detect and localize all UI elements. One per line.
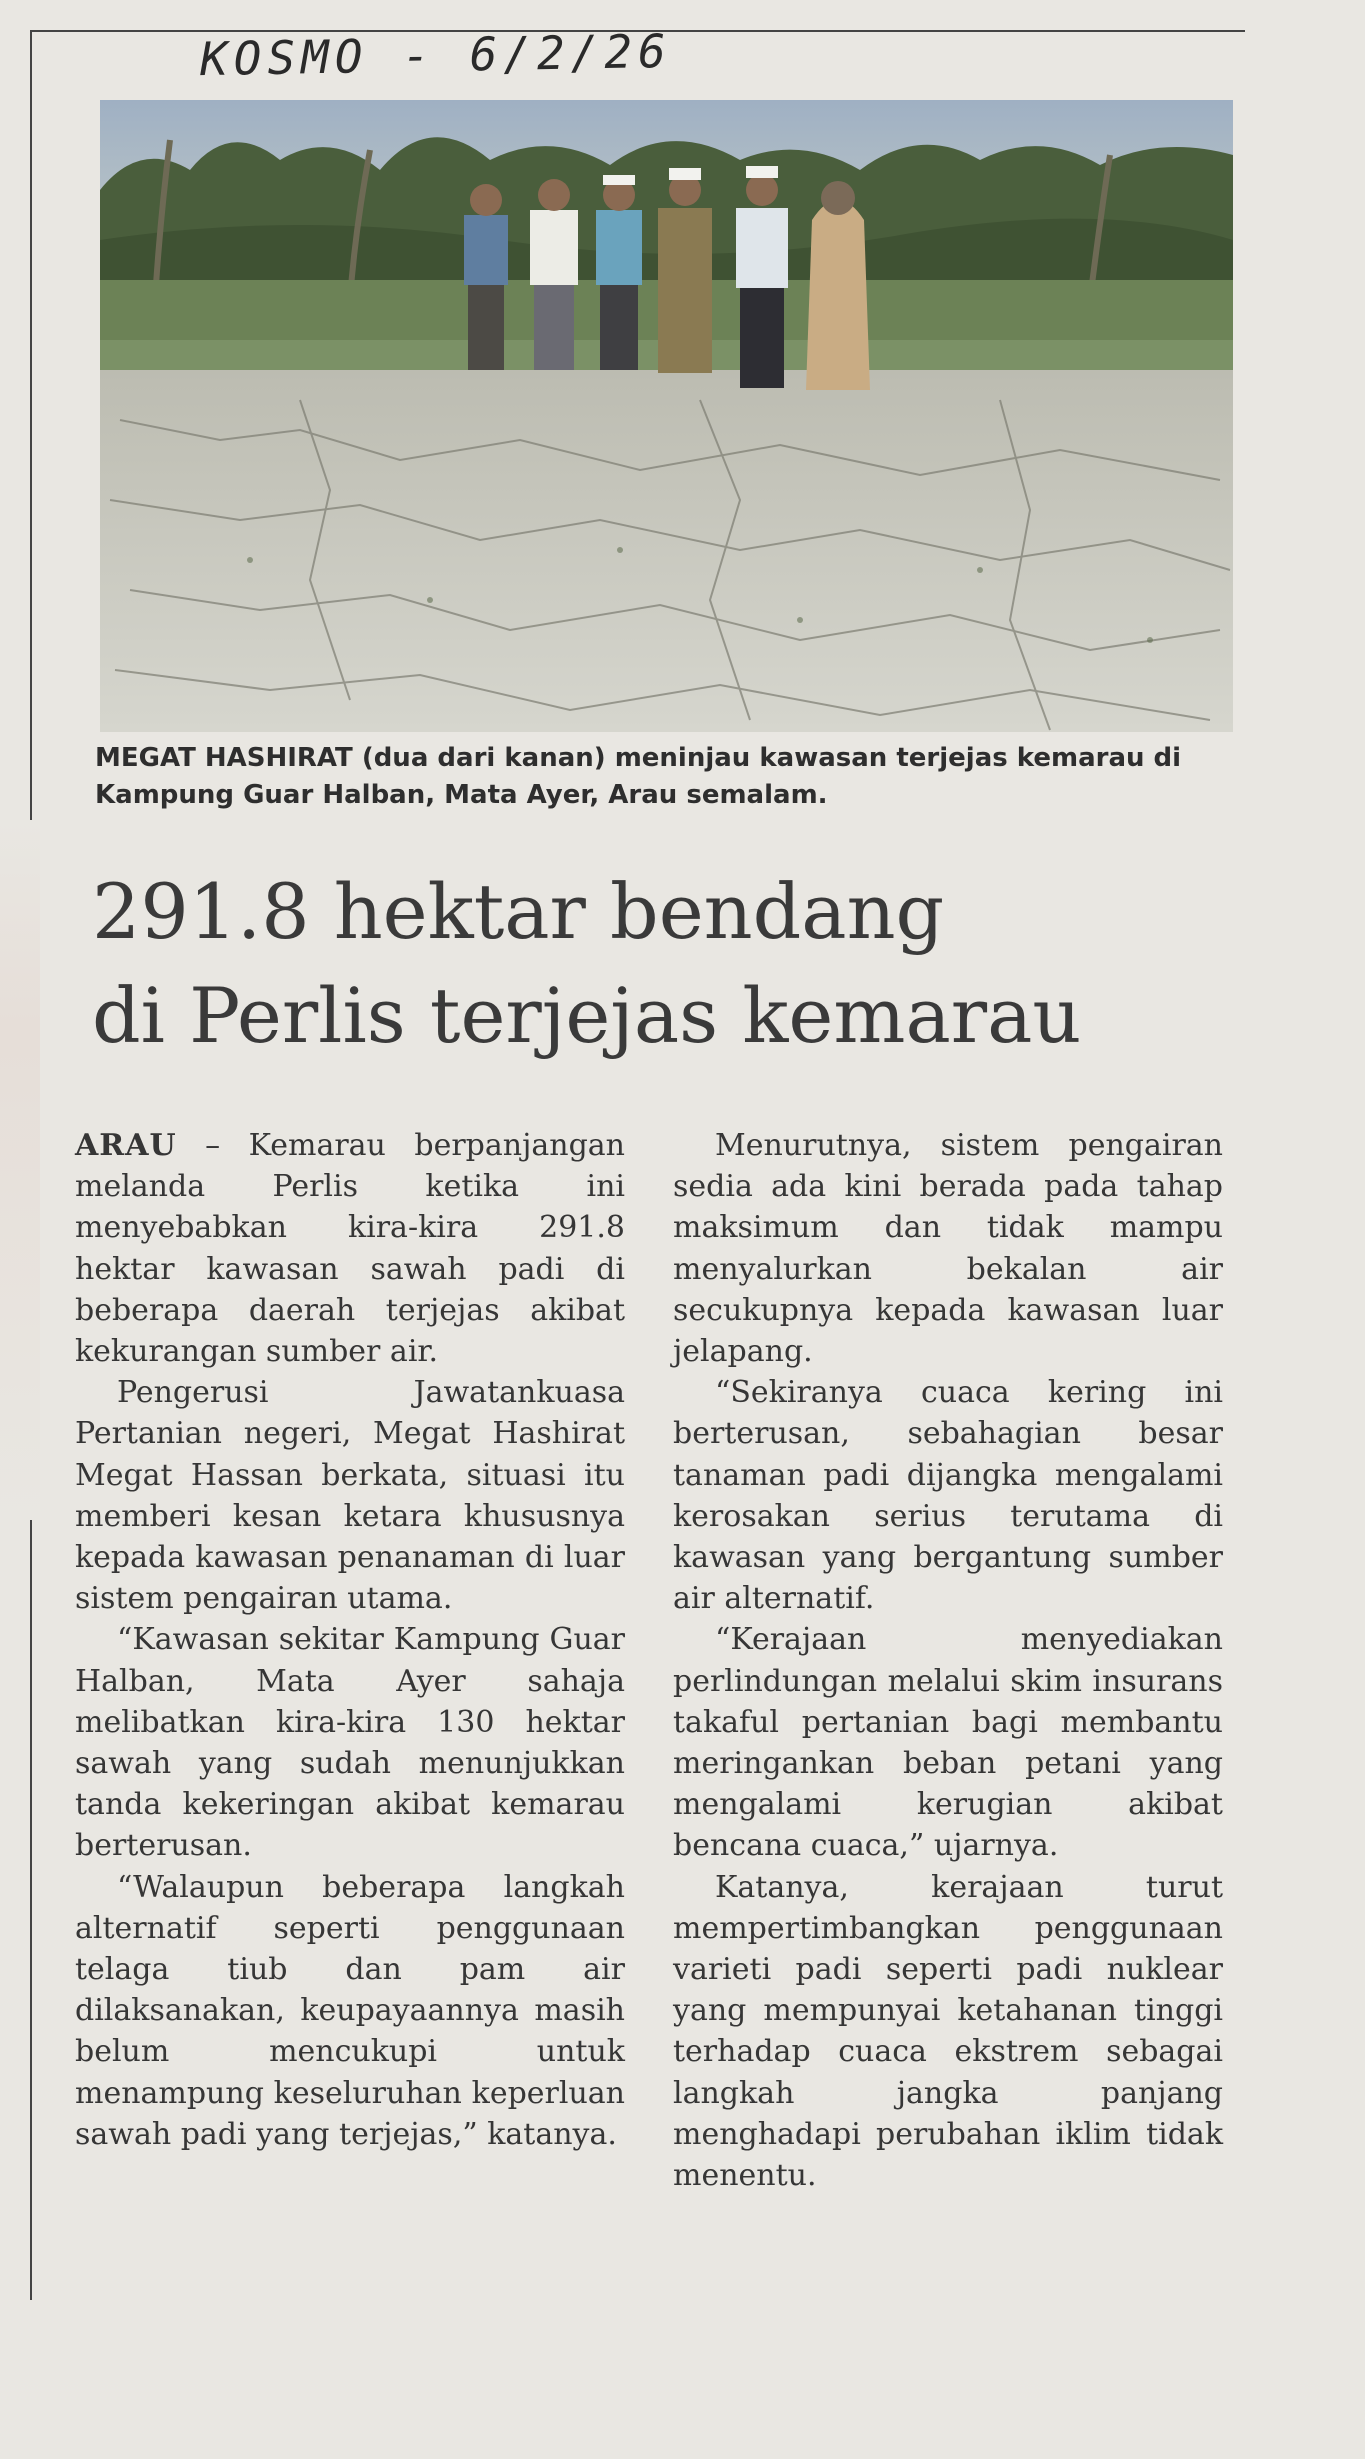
dateline: ARAU [75, 1128, 177, 1163]
photo-drought-paddy-field-icon [100, 100, 1233, 732]
handwritten-source-note: KOSMO - 6/2/26 [199, 23, 673, 87]
article-paragraph [75, 1125, 625, 1372]
article-column-right [673, 1125, 1223, 2196]
photo-caption: MEGAT HASHIRAT (dua dari kanan) meninjau kawasan terjejas kemarau di Kampung Guar Halban, Mata Ayer, Arau semalam. [95, 743, 1182, 810]
article-paragraph: “Walaupun beberapa langkah alternatif seperti penggunaan telaga tiub dan pam air dilaksanakan, keupayaannya masih belum mencukupi untuk menampung keseluruhan keperluan sawah padi yang terjejas,” katanya. [75, 1869, 625, 2152]
headline [92, 860, 1272, 1068]
headline-line-1: 291.8 hektar bendang [92, 867, 945, 956]
bleed-through-shadow [0, 820, 40, 1520]
lead-text: – Kemarau berpanjangan melanda Perlis ketika ini menyebabkan kira-kira 291.8 hektar kawasan sawah padi di beberapa daerah terjejas akibat kekurangan sumber air. [75, 1128, 625, 1370]
article-column-left [75, 1125, 625, 2155]
article-paragraph: “Sekiranya cuaca kering ini berterusan, sebahagian besar tanaman padi dijangka mengalami kerosakan serius terutama di kawasan yang bergantung sumber air alternatif. [673, 1375, 1223, 1617]
news-photo [100, 100, 1233, 732]
article-paragraph: Katanya, kerajaan turut mempertimbangkan penggunaan varieti padi seperti padi nuklear yang mempunyai ketahanan tinggi terhadap cuaca ekstrem sebagai langkah jangka panjang menghadapi perubahan iklim tidak menentu. [673, 1869, 1223, 2194]
article-paragraph: Menurutnya, sistem pengairan sedia ada kini berada pada tahap maksimum dan tidak mampu menyalurkan bekalan air secukupnya kepada kawasan luar jelapang. [673, 1128, 1223, 1370]
article-paragraph: “Kerajaan menyediakan perlindungan melalui skim insurans takaful pertanian bagi membantu meringankan beban petani yang mengalami kerugian akibat bencana cuaca,” ujarnya. [673, 1622, 1223, 1864]
headline-line-2: di Perlis terjejas kemarau [92, 971, 1082, 1060]
article-paragraph: Pengerusi Jawatankuasa Pertanian negeri, Megat Hashirat Megat Hassan berkata, situasi itu memberi kesan ketara khususnya kepada kawasan penanaman di luar sistem pengairan utama. [75, 1375, 625, 1617]
article-paragraph: “Kawasan sekitar Kampung Guar Halban, Mata Ayer sahaja melibatkan kira-kira 130 hektar sawah yang sudah menunjukkan tanda kekeringan akibat kemarau berterusan. [75, 1622, 625, 1864]
